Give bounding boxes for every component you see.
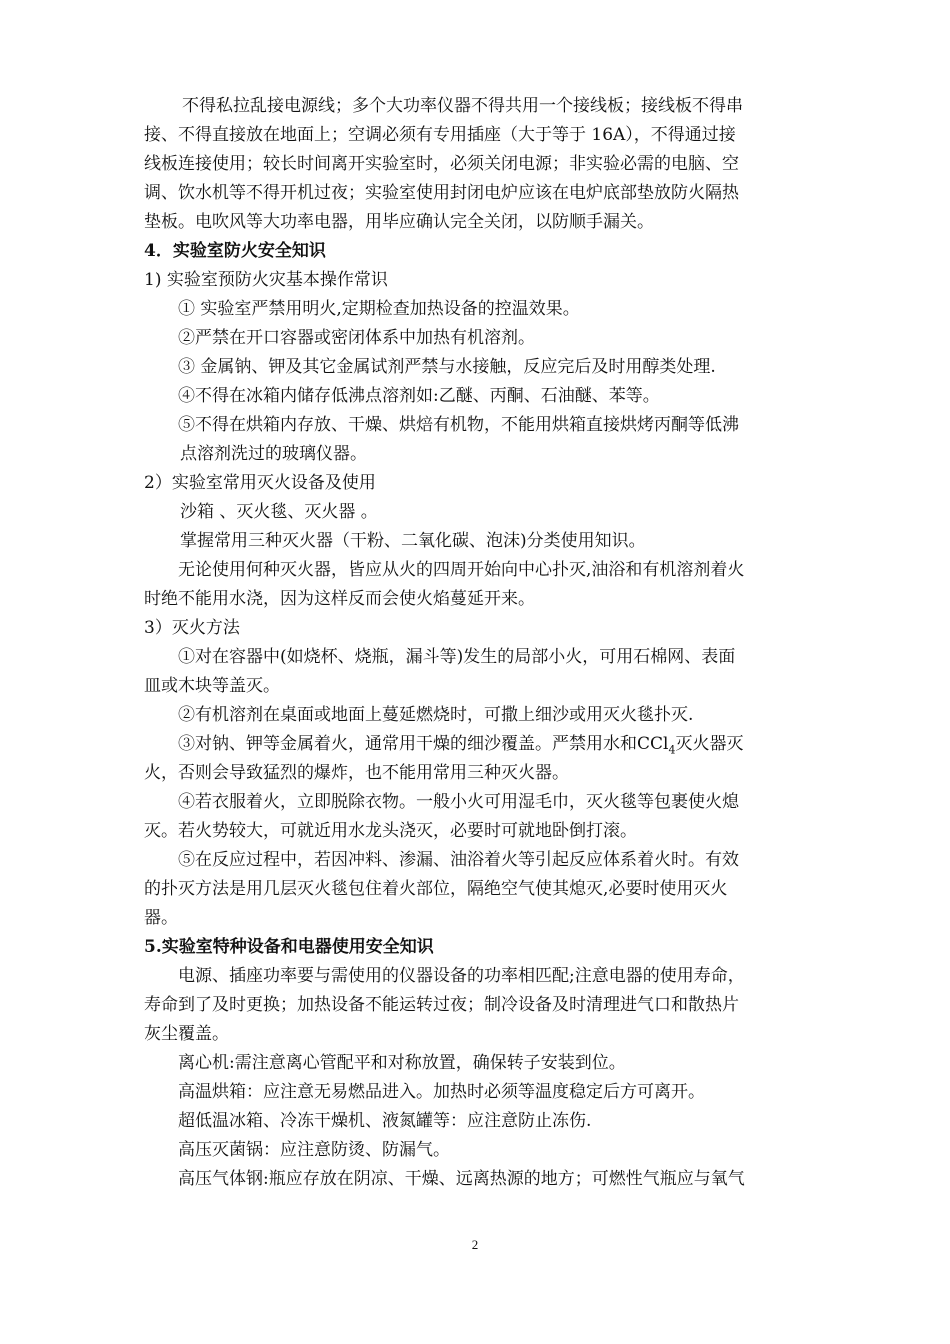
- subsection-heading: 3）灭火方法: [144, 618, 240, 638]
- text-line: 线板连接使用；较长时间离开实验室时，必须关闭电源；非实验必需的电脑、空: [144, 154, 739, 174]
- list-item: ④不得在冰箱内储存低沸点溶剂如:乙醚、丙酮、石油醚、苯等。: [178, 386, 660, 406]
- text-line: 接、不得直接放在地面上；空调必须有专用插座（大于等于 16A），不得通过接: [144, 125, 736, 145]
- list-item: ②有机溶剂在桌面或地面上蔓延燃烧时，可撒上细沙或用灭火毯扑灭.: [178, 705, 694, 725]
- list-item-continuation: 火，否则会导致猛烈的爆炸，也不能用常用三种灭火器。: [144, 763, 569, 783]
- list-item: ① 实验室严禁用明火,定期检查加热设备的控温效果。: [178, 299, 580, 319]
- formula-subscript: 4: [668, 743, 676, 757]
- text-line: 不得私拉乱接电源线；多个大功率仪器不得共用一个接线板；接线板不得串: [182, 96, 743, 116]
- document-body: [144, 92, 814, 1194]
- list-item-continuation: 的扑灭方法是用几层灭火毯包住着火部位，隔绝空气使其熄灭,必要时使用灭火: [144, 879, 728, 899]
- chemical-formula: CCl: [637, 734, 669, 754]
- text-line: 灰尘覆盖。: [144, 1024, 229, 1044]
- text-line: 沙箱 、灭火毯、灭火器 。: [180, 502, 378, 522]
- list-item: [144, 730, 814, 759]
- text-line: 垫板。电吹风等大功率电器，用毕应确认完全关闭，以防顺手漏关。: [144, 212, 654, 232]
- subsection-heading: 2）实验室常用灭火设备及使用: [144, 473, 376, 493]
- text-segment: ③对钠、钾等金属着火，通常用干燥的细沙覆盖。严禁用水和: [178, 734, 637, 754]
- list-item-continuation: 皿或木块等盖灭。: [144, 676, 280, 696]
- section-heading: 4．实验室防火安全知识: [144, 241, 326, 261]
- list-item-continuation: 灭。若火势较大，可就近用水龙头浇灭，必要时可就地卧倒打滚。: [144, 821, 637, 841]
- text-line: 电源、插座功率要与需使用的仪器设备的功率相匹配;注意电器的使用寿命，: [178, 966, 745, 986]
- text-line: 高压灭菌锅：应注意防烫、防漏气。: [178, 1140, 450, 1160]
- list-item: ②严禁在开口容器或密闭体系中加热有机溶剂。: [178, 328, 535, 348]
- list-item: ③ 金属钠、钾及其它金属试剂严禁与水接触，反应完后及时用醇类处理.: [178, 357, 716, 377]
- list-item-continuation: 点溶剂洗过的玻璃仪器。: [180, 444, 367, 464]
- page-number: 2: [471, 1237, 479, 1252]
- list-item: ⑤在反应过程中，若因冲料、渗漏、油浴着火等引起反应体系着火时。有效: [178, 850, 739, 870]
- text-line: 掌握常用三种灭火器（干粉、二氧化碳、泡沫)分类使用知识。: [180, 531, 646, 551]
- text-line: 超低温冰箱、冷冻干燥机、液氮罐等：应注意防止冻伤.: [178, 1111, 592, 1131]
- list-item: ①对在容器中(如烧杯、烧瓶，漏斗等)发生的局部小火，可用石棉网、表面: [178, 647, 736, 667]
- text-line: 寿命到了及时更换；加热设备不能运转过夜；制冷设备及时清理进气口和散热片: [144, 995, 739, 1015]
- list-item: ⑤不得在烘箱内存放、干燥、烘焙有机物，不能用烘箱直接烘烤丙酮等低沸: [178, 415, 739, 435]
- list-item: ④若衣服着火，立即脱除衣物。一般小火可用湿毛巾，灭火毯等包裹使火熄: [178, 792, 739, 812]
- list-item-continuation: 器。: [144, 908, 178, 928]
- section-heading: 5.实验室特种设备和电器使用安全知识: [144, 937, 434, 957]
- subsection-heading: 1) 实验室预防火灾基本操作常识: [144, 270, 388, 290]
- text-segment: 灭火器灭: [675, 734, 744, 754]
- text-line: 高温烘箱：应注意无易燃品进入。加热时必须等温度稳定后方可离开。: [178, 1082, 705, 1102]
- text-line: 时绝不能用水浇，因为这样反而会使火焰蔓延开来。: [144, 589, 535, 609]
- text-line: 高压气体钢:瓶应存放在阴凉、干燥、远离热源的地方；可燃性气瓶应与氧气: [178, 1169, 745, 1189]
- text-line: 调、饮水机等不得开机过夜；实验室使用封闭电炉应该在电炉底部垫放防火隔热: [144, 183, 739, 203]
- text-line: 离心机:需注意离心管配平和对称放置，确保转子安装到位。: [178, 1053, 626, 1073]
- text-line: 无论使用何种灭火器，皆应从火的四周开始向中心扑灭,油浴和有机溶剂着火: [178, 560, 745, 580]
